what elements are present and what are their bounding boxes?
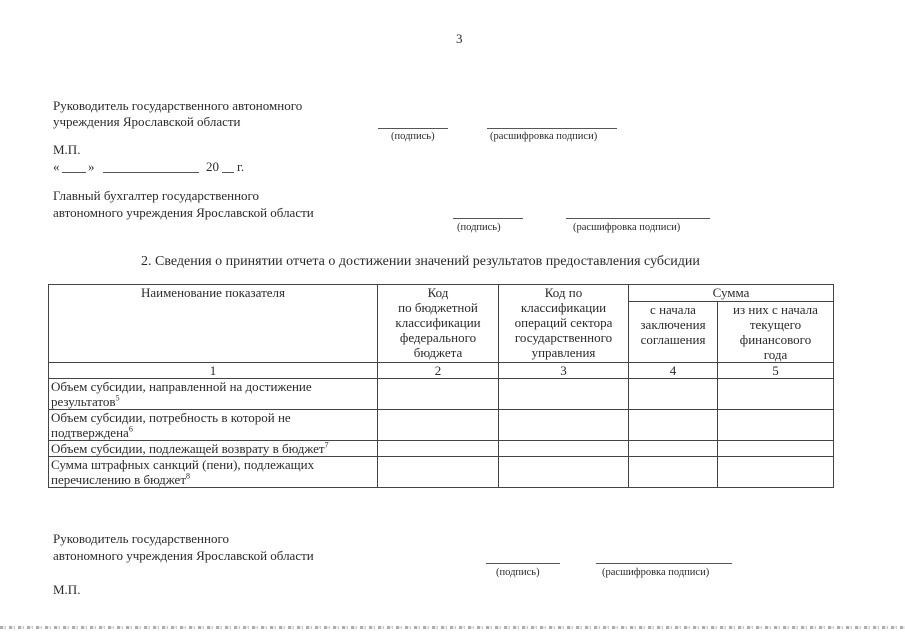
row-label xyxy=(49,441,378,457)
table-cell[interactable] xyxy=(378,379,499,410)
header-since-start-l1: с начала xyxy=(650,302,696,317)
header-current-year-l4: года xyxy=(763,347,788,362)
header-current-year xyxy=(718,302,834,363)
head-decode-line xyxy=(487,128,617,129)
table-cell[interactable] xyxy=(718,441,834,457)
bottom-head-title-line1: Руководитель государственного xyxy=(53,531,229,546)
column-number: 5 xyxy=(718,363,834,379)
row-label xyxy=(49,410,378,441)
date-year-prefix: 20 xyxy=(206,159,219,174)
date-day-line xyxy=(62,172,86,173)
date-year-suffix: г. xyxy=(237,159,245,174)
accountant-signature-line xyxy=(453,218,523,219)
header-sum: Сумма xyxy=(629,285,834,302)
head-title-line1: Руководитель государственного автономного xyxy=(53,98,303,113)
header-since-start-l2: заключения xyxy=(640,317,706,332)
stamp-label: М.П. xyxy=(53,142,81,157)
row-label-line1: Объем субсидии, потребность в которой не xyxy=(51,410,291,425)
bottom-decode-line xyxy=(596,563,732,564)
header-budget-code xyxy=(378,285,499,363)
accountant-title-line2: автономного учреждения Ярославской области xyxy=(53,205,314,220)
header-current-year-l3: финансового xyxy=(739,332,812,347)
table-cell[interactable] xyxy=(629,379,718,410)
header-since-start-l3: соглашения xyxy=(640,332,706,347)
row-label-line2: перечислению в бюджет xyxy=(51,472,187,487)
bottom-head-title-line2: автономного учреждения Ярославской области xyxy=(53,548,314,563)
head-signature-line xyxy=(378,128,448,129)
accountant-decode-caption: (расшифровка подписи) xyxy=(573,222,681,233)
report-table xyxy=(48,284,834,488)
header-sector-code-l3: операций сектора xyxy=(514,315,613,330)
table-cell[interactable] xyxy=(499,457,629,488)
accountant-title-line1: Главный бухгалтер государственного xyxy=(53,188,260,203)
header-sector-code-l1: Код по xyxy=(544,285,583,300)
table-cell[interactable] xyxy=(629,457,718,488)
header-since-start xyxy=(629,302,718,363)
head-signature-caption: (подпись) xyxy=(391,131,435,142)
row-label-line1: Объем субсидии, направленной на достижение xyxy=(51,379,312,394)
header-budget-code-l4: федерального xyxy=(399,330,477,345)
row-label xyxy=(49,379,378,410)
table-cell[interactable] xyxy=(378,410,499,441)
table-cell[interactable] xyxy=(499,379,629,410)
table-cell[interactable] xyxy=(718,410,834,441)
header-budget-code-l3: классификации xyxy=(395,315,481,330)
accountant-decode-line xyxy=(566,218,710,219)
footnote-marker: 5 xyxy=(115,393,120,403)
date-year-line xyxy=(222,172,234,173)
row-label xyxy=(49,457,378,488)
table-cell[interactable] xyxy=(629,410,718,441)
table-row xyxy=(49,379,834,410)
bottom-signature-caption: (подпись) xyxy=(496,567,540,578)
table-cell[interactable] xyxy=(718,457,834,488)
row-label-line2: результатов xyxy=(51,394,116,409)
header-budget-code-l5: бюджета xyxy=(413,345,463,360)
column-number: 3 xyxy=(499,363,629,379)
table-row xyxy=(49,457,834,488)
footnote-marker: 8 xyxy=(186,471,191,481)
table-cell[interactable] xyxy=(378,457,499,488)
table-cell[interactable] xyxy=(499,441,629,457)
bottom-decode-caption: (расшифровка подписи) xyxy=(602,567,710,578)
date-month-line xyxy=(103,172,199,173)
accountant-signature-caption: (подпись) xyxy=(457,222,501,233)
date-open-quote: « xyxy=(53,159,60,174)
head-title-line2: учреждения Ярославской области xyxy=(53,114,241,129)
header-sector-code-l2: классификации xyxy=(520,300,607,315)
date-close-quote: » xyxy=(88,159,95,174)
header-sector-code-l4: государственного xyxy=(514,330,613,345)
column-number: 4 xyxy=(629,363,718,379)
header-current-year-l1: из них с начала xyxy=(733,302,818,317)
header-indicator-name: Наименование показателя xyxy=(49,285,378,363)
table-row xyxy=(49,441,834,457)
table-row xyxy=(49,410,834,441)
table-cell[interactable] xyxy=(629,441,718,457)
footnote-marker: 7 xyxy=(324,440,329,450)
section-title: 2. Сведения о принятии отчета о достижении значений результатов предоставления субсидии xyxy=(141,254,700,269)
row-label-line1: Объем субсидии, подлежащей возврату в бюджет xyxy=(51,441,325,456)
footnote-marker: 6 xyxy=(128,424,133,434)
head-decode-caption: (расшифровка подписи) xyxy=(490,131,598,142)
table-cell[interactable] xyxy=(378,441,499,457)
table-cell[interactable] xyxy=(499,410,629,441)
header-sector-code-l5: управления xyxy=(531,345,596,360)
column-number: 2 xyxy=(378,363,499,379)
row-label-line1: Сумма штрафных санкций (пени), подлежащих xyxy=(51,457,315,472)
page-number: 3 xyxy=(456,31,463,46)
header-budget-code-l2: по бюджетной xyxy=(398,300,478,315)
scan-edge-artifact xyxy=(0,626,905,629)
header-budget-code-l1: Код xyxy=(427,285,449,300)
header-sector-code xyxy=(499,285,629,363)
bottom-signature-line xyxy=(486,563,560,564)
header-current-year-l2: текущего xyxy=(749,317,802,332)
table-cell[interactable] xyxy=(718,379,834,410)
column-number-row xyxy=(49,363,834,379)
row-label-line2: подтверждена xyxy=(51,425,129,440)
column-number: 1 xyxy=(49,363,378,379)
bottom-stamp-label: М.П. xyxy=(53,582,81,597)
